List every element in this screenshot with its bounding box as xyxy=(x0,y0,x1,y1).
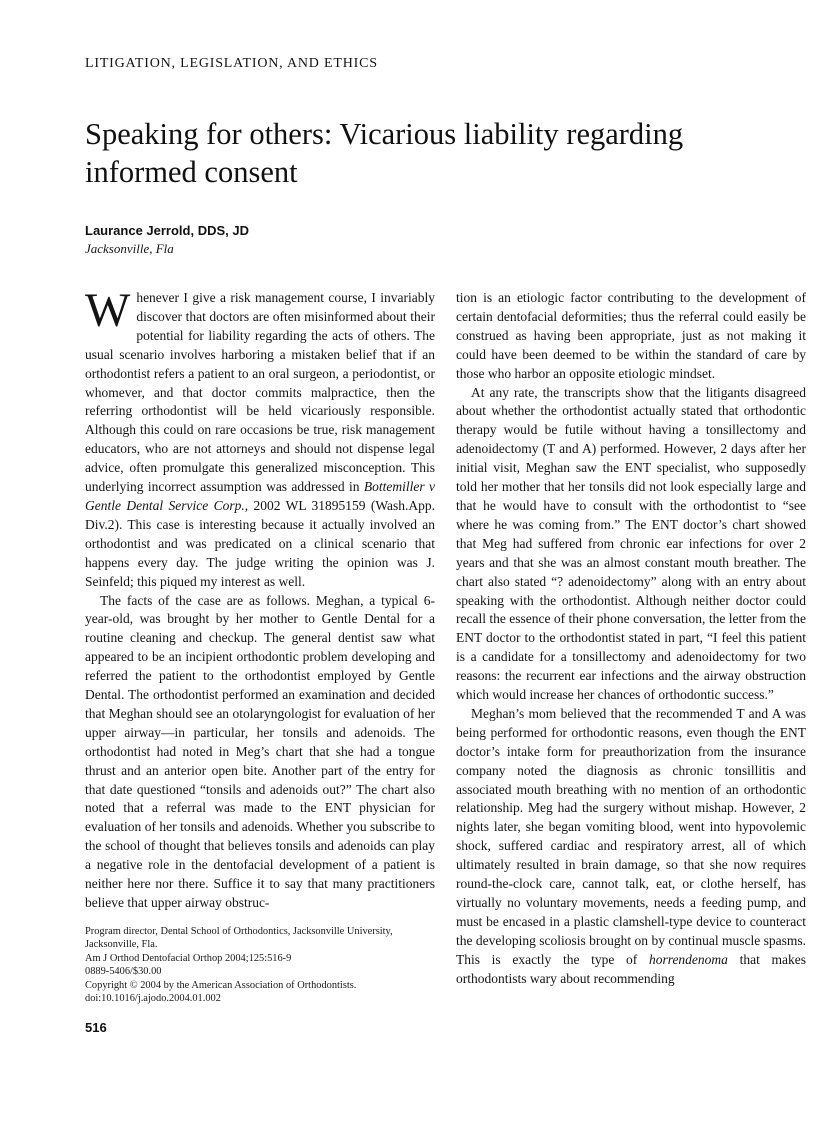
paragraph-4: At any rate, the transcripts show that the litigants disagreed about whether the orthodontist actually stated that orthodontic therapy would be futile without having a tonsillectomy and adenoidectomy (T and A) performed. However, 2 days after her initial visit, Meghan saw the ENT specialist, who supposedly told her mother that her tonsils did not look especially large and that he would have to consult with the orthodontist to “see where he was coming from.” The ENT doctor’s chart showed that Meg had suffered from chronic ear infections for over 2 years and that she was an almost constant mouth breather. The chart also stated “? adenoidectomy” along with an entry about speaking with the orthodontist. Although neither doctor could recall the essence of their phone conversation, the letter from the ENT doctor to the orthodontist stated in part, “I feel this patient is a candidate for a tonsillectomy and adenoidectomy for two reasons: the recurrent ear infections and the airway obstruction which would increase her chances of orthodontic success.” xyxy=(456,384,806,703)
page-number: 516 xyxy=(85,1020,107,1036)
paragraph-3: tion is an etiologic factor contributing to the development of certain dentofacial deformities; thus the referral could easily be construed as having been appropriate, just as not making it could have been deemed to be within the standard of care by those who harbor an opposite etiologic mindset. xyxy=(456,290,806,381)
footnote-block xyxy=(85,925,435,1005)
doi-line: doi:10.1016/j.ajodo.2004.01.002 xyxy=(85,992,221,1004)
copyright-line: Copyright © 2004 by the American Association of Orthodontists. xyxy=(85,979,357,991)
body-column-right xyxy=(456,289,806,1038)
paragraph-1 xyxy=(85,284,436,592)
journal-citation: Am J Orthod Dentofacial Orthop 2004;125:516-9 xyxy=(85,952,292,964)
section-header: LITIGATION, LEGISLATION, AND ETHICS xyxy=(85,56,378,71)
body-column-left xyxy=(85,284,436,1038)
paragraph-2: The facts of the case are as follows. Meghan, a typical 6-year-old, was brought by her mother to Gentle Dental for a routine cleaning and checkup. The general dentist saw what appeared to be an incipient orthodontic problem developing and referred the patient to the orthodontist employed by Gentle Dental. The orthodontist performed an examination and decided that Meghan should see an otolaryngologist for evaluation of her upper airway—in particular, her tonsils and adenoids. The orthodontist had noted in Meg’s chart that she had a tongue thrust and an anterior open bite. Another part of the entry for that date questioned “tonsils and adenoids out?” The chart also noted that a referral was made to the ENT physician for evaluation of her tonsils and adenoids. Whether you subscribe to the school of thought that believes tonsils and adenoids can play a negative role in the dentofacial development of a patient is neither here nor there. Suffice it to say that many practitioners believe that upper airway obstruc- xyxy=(85,592,435,910)
drop-cap: W xyxy=(85,284,131,337)
paragraph-5: Meghan’s mom believed that the recommended T and A was being performed for orthodontic reasons, even though the ENT doctor’s intake form for preauthorization from the insurance company noted the diagnosis as chronic tonsillitis and associated mouth breathing with no mention of an orthodontic relationship. Meg had the surgery without mishap. However, 2 nights later, she began vomiting blood, went into hypovolemic shock, suffered cardiac and respiratory arrest, all of which ultimately resulted in brain damage, so that she now requires round-the-clock care, cannot talk, eat, or clothe herself, has virtually no voluntary movements, needs a feeding pump, and must be encased in a plastic clamshell-type device to counteract the developing scoliosis brought on by continual muscle spasms. This is exactly the type of horrendenoma that makes orthodontists wary about recommending xyxy=(456,705,806,986)
paragraph-1-text: henever I give a risk management course, I invariably discover that doctors are often misinformed about their potential for liability regarding the acts of others. The usual scenario involves harboring a mistaken belief that if an orthodontist refers a patient to an oral surgeon, a periodontist, or whomever, and that doctor commits malpractice, then the referring orthodontist will be held vicariously responsible. Although this could on rare occasions be true, risk management educators, who are not attorneys and should not dispense legal advice, often promulgate this generalized misconception. This underlying incorrect assumption was addressed in Bottemiller v Gentle Dental Service Corp., 2002 WL 31895159 (Wash.App. Div.2). This case is interesting because it actually involved an orthodontist and was predicated on a clinical scenario that happens every day. The judge writing the opinion was J. Seinfeld; this piqued my interest as well. xyxy=(85,290,436,589)
footnote-affiliation: Program director, Dental School of Orthodontics, Jacksonville University, Jacksonville, Fla. xyxy=(85,925,393,951)
article-title: Speaking for others: Vicarious liability regarding informed consent xyxy=(85,117,684,189)
body-columns xyxy=(85,284,807,1038)
page-content xyxy=(85,0,807,1038)
author-affiliation: Jacksonville, Fla xyxy=(85,241,174,256)
author-name: Laurance Jerrold, DDS, JD xyxy=(85,223,249,238)
issn-price: 0889-5406/$30.00 xyxy=(85,966,162,978)
